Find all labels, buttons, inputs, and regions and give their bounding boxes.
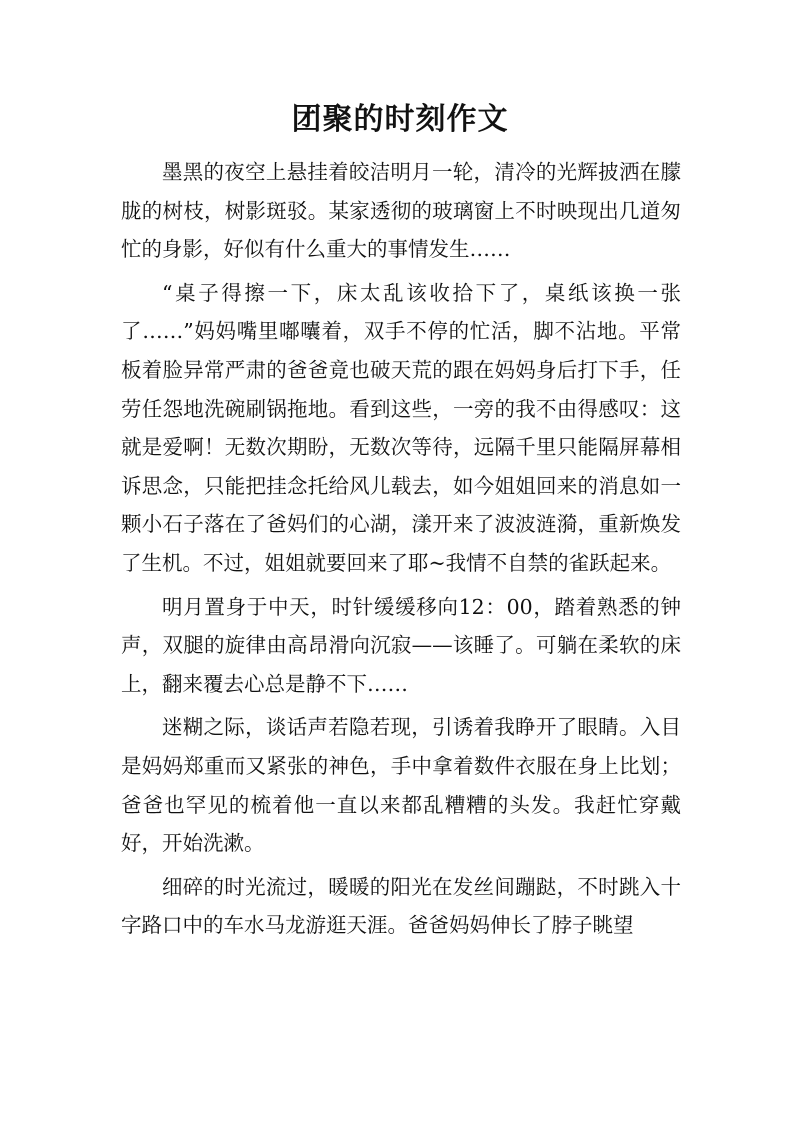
document-body	[121, 153, 681, 945]
document-title: 团聚的时刻作文	[291, 102, 509, 137]
paragraph-2: “桌子得擦一下，床太乱该收拾下了，桌纸该换一张了……”妈妈嘴里嘟囔着，双手不停的忙活，脚不沾地。平常板着脸异常严肃的爸爸竟也破天荒的跟在妈妈身后打下手，任劳任怨地洗碗刷锅拖地。看到这些，一旁的我不由得感叹：这就是爱啊！无数次期盼，无数次等待，远隔千里只能隔屏幕相诉思念，只能把挂念托给风儿载去，如今姐姐回来的消息如一颗小石子落在了爸妈们的心湖，漾开来了波波涟漪，重新焕发了生机。不过，姐姐就要回来了耶~我情不自禁的雀跃起来。	[121, 280, 681, 575]
paragraph-3: 明月置身于中天，时针缓缓移向12：00，踏着熟悉的钟声，双腿的旋律由高昂滑向沉寂——该睡了。可躺在柔软的床上，翻来覆去心总是静不下……	[121, 594, 681, 696]
paragraph-4: 迷糊之际，谈话声若隐若现，引诱着我睁开了眼睛。入目是妈妈郑重而又紧张的神色，手中拿着数件衣服在身上比划；爸爸也罕见的梳着他一直以来都乱糟糟的头发。我赶忙穿戴好，开始洗漱。	[121, 715, 681, 856]
paragraph-1: 墨黑的夜空上悬挂着皎洁明月一轮，清冷的光辉披洒在朦胧的树枝，树影斑驳。某家透彻的玻璃窗上不时映现出几道匆忙的身影，好似有什么重大的事情发生……	[121, 160, 681, 262]
paragraph-5: 细碎的时光流过，暖暖的阳光在发丝间蹦跶，不时跳入十字路口中的车水马龙游逛天涯。爸爸妈妈伸长了脖子眺望	[121, 874, 681, 938]
